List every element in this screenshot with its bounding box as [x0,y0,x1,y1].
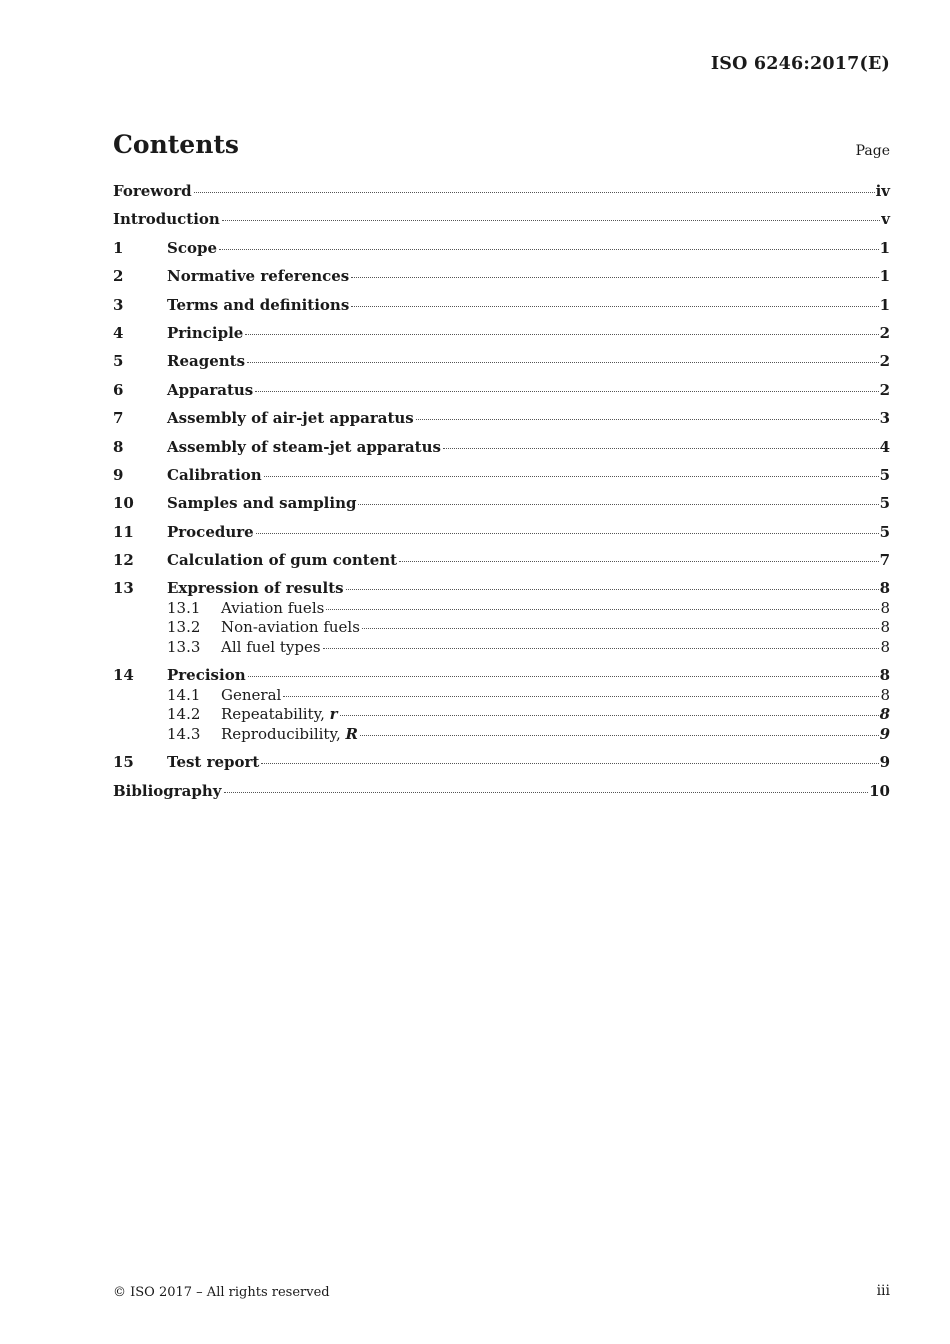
toc-entry-samples-and-sampling[interactable] [113,494,890,522]
copyright-notice: © ISO 2017 – All rights reserved [113,1285,330,1300]
toc-entry-number: 14.2 [167,705,201,724]
toc-entry-page: 10 [869,781,890,800]
toc-entry-label: Samples and sampling [167,494,357,513]
dot-leader [351,277,878,278]
dot-leader [358,504,878,505]
toc-entry-page: 5 [879,465,890,484]
toc-entry-page: v [881,210,890,229]
dot-leader [194,192,875,193]
dot-leader [248,676,879,677]
toc-entry-number: 12 [113,551,134,570]
toc-entry-page: 8 [880,685,890,704]
toc-entry-label [221,705,338,723]
dot-leader [247,362,879,363]
toc-entry-number: 9 [113,465,124,484]
toc-entry-number: 8 [113,437,124,456]
toc-entry-normative-references[interactable] [113,267,890,295]
toc-entry-number: 14.3 [167,724,201,743]
toc-entry-introduction[interactable] [113,210,890,238]
dot-leader [351,306,878,307]
toc-entry-page: 8 [880,618,890,637]
dot-leader [443,448,879,449]
toc-entry-page: 1 [879,295,890,314]
toc-subentry-aviation-fuels[interactable] [113,599,890,619]
dot-leader [323,648,880,649]
toc-entry-steam-jet-assembly[interactable] [113,438,890,466]
toc-entry-label: Introduction [113,210,220,229]
toc-subentry-reproducibility[interactable] [113,725,890,745]
dot-leader [261,763,878,764]
toc-entry-label: Assembly of air-jet apparatus [167,409,414,428]
toc-entry-number: 10 [113,494,134,513]
toc-entry-number: 5 [113,352,124,371]
toc-entry-number: 13.3 [167,637,201,656]
toc-entry-page: iv [875,182,890,200]
dot-leader [360,735,879,736]
toc-entry-page: 8 [880,637,890,656]
toc-entry-page: 5 [879,494,890,513]
dot-leader [264,476,879,477]
toc-entry-label: Terms and definitions [167,295,350,314]
dot-leader [399,561,878,562]
toc-entry-label: Aviation fuels [221,598,325,617]
toc-entry-label: Normative references [167,267,350,286]
toc-entry-page: 4 [879,437,890,456]
dot-leader [340,715,879,716]
toc-entry-label: Calibration [167,465,262,484]
toc-entry-page: 2 [879,380,890,399]
page-column-label: Page [855,143,890,159]
toc-entry-page: 3 [879,409,890,428]
toc-entry-label: Procedure [167,522,254,541]
page-number: iii [876,1283,890,1299]
dot-leader [326,609,879,610]
toc-entry-scope[interactable] [113,239,890,267]
toc-entry-page: 8 [879,579,890,598]
toc-entry-page: 8 [879,705,890,724]
toc-entry-number: 2 [113,267,124,286]
toc-title: Contents [113,130,240,159]
toc-entry-page: 9 [879,753,890,772]
toc-entry-page: 1 [879,238,890,257]
toc-entry-foreword[interactable] [113,182,890,210]
dot-leader [224,792,869,793]
toc-entry-label: Test report [167,753,260,772]
toc-entry-number: 3 [113,295,124,314]
toc-entry-terms-and-definitions[interactable] [113,296,890,324]
dot-leader [255,391,878,392]
toc-entry-page: 2 [879,352,890,371]
toc-entry-page: 8 [880,598,890,617]
toc-entry-label: Apparatus [167,380,254,399]
toc-entry-page: 1 [879,267,890,286]
toc-entry-label-text: Repeatability, [221,705,325,724]
toc-entry-label: Foreword [113,182,192,200]
toc-subentry-non-aviation-fuels[interactable] [113,618,890,638]
toc-entry-reagents[interactable] [113,352,890,380]
toc-entry-page: 8 [879,666,890,685]
toc-entry-label: All fuel types [221,637,321,656]
toc-entry-page: 5 [879,522,890,541]
toc-entry-label: Assembly of steam-jet apparatus [167,437,441,456]
reproducibility-symbol: R [345,724,358,743]
toc-entry-number: 14 [113,666,134,685]
toc-entry-label: Calculation of gum content [167,551,398,570]
toc-entry-procedure[interactable] [113,523,890,551]
toc-entry-label: Reagents [167,352,246,371]
toc-entry-label [221,725,358,743]
toc-entry-number: 1 [113,238,124,257]
toc-entry-label: General [221,685,282,704]
toc-entry-calculation-of-gum-content[interactable] [113,551,890,579]
dot-leader [283,696,879,697]
toc-entry-test-report[interactable] [113,753,890,781]
toc-entry-number: 4 [113,323,124,342]
toc-entry-number: 14.1 [167,685,201,704]
toc-entry-number: 11 [113,522,134,541]
toc-entry-label: Scope [167,238,218,257]
dot-leader [362,628,880,629]
dot-leader [245,334,878,335]
toc-subentry-general[interactable] [113,686,890,706]
toc-entry-principle[interactable] [113,324,890,352]
toc-entry-number: 15 [113,753,134,772]
toc-entry-page: 9 [879,724,890,743]
toc-entry-apparatus[interactable] [113,381,890,409]
toc-entry-label: Precision [167,666,246,685]
toc-entry-number: 13.1 [167,598,201,617]
toc-entry-page: 7 [879,551,890,570]
toc-entry-bibliography[interactable] [113,782,890,810]
toc-entry-calibration[interactable] [113,466,890,494]
toc-entry-number: 7 [113,409,124,428]
toc-entry-number: 13 [113,579,134,598]
table-of-contents [113,182,890,810]
toc-entry-label: Non-aviation fuels [221,618,360,637]
toc-entry-label: Expression of results [167,579,344,598]
toc-entry-air-jet-assembly[interactable] [113,409,890,437]
dot-leader [416,419,879,420]
toc-subentry-all-fuel-types[interactable] [113,638,890,658]
toc-subentry-repeatability[interactable] [113,705,890,725]
dot-leader [346,589,879,590]
toc-entry-label: Bibliography [113,781,222,800]
toc-entry-label-text: Reproducibility, [221,724,341,743]
toc-entry-page: 2 [879,323,890,342]
toc-entry-number: 6 [113,380,124,399]
dot-leader [222,220,880,221]
repeatability-symbol: r [329,705,338,724]
document-id: ISO 6246:2017(E) [710,54,890,74]
dot-leader [219,249,879,250]
dot-leader [256,533,879,534]
toc-entry-number: 13.2 [167,618,201,637]
toc-entry-label: Principle [167,323,244,342]
